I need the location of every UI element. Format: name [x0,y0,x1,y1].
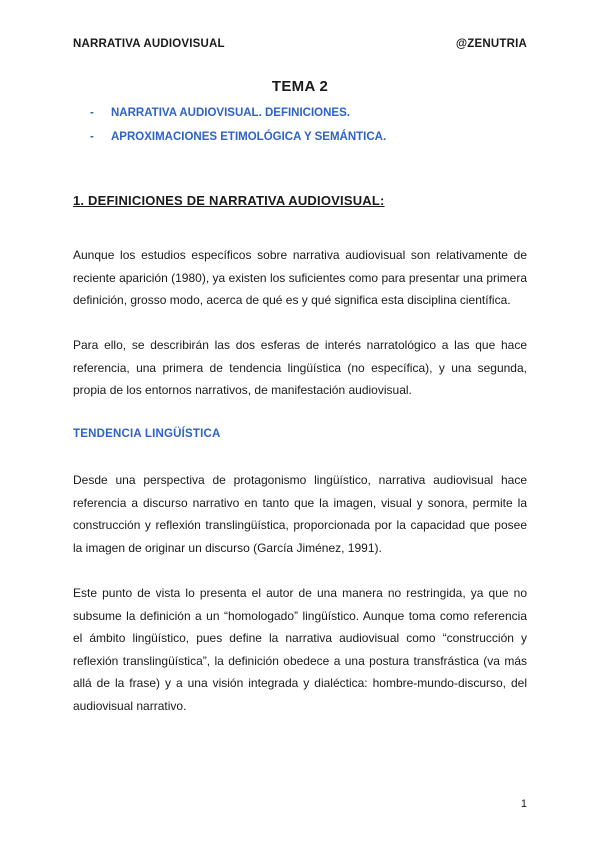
page-header [73,38,527,50]
list-item [90,125,386,149]
header-course-title: NARRATIVA AUDIOVISUAL [73,38,225,50]
list-bullet: - [90,131,94,143]
paragraph: Este punto de vista lo presenta el autor de una manera no restringida, ya que no subsume la definición a un “homologado” lingüístico. Aunque toma como referencia el ámbito lingüístico, pues define la narrativa audiovisual como “construcción y reflexión translingüística”, la definición obedece a una postura transfrástica (va más allá de la frase) y a una visión integrada y dialéctica: hombre-mundo-discurso, del audiovisual narrativo. [73,586,527,713]
paragraph: Para ello, se describirán las dos esferas de interés narratológico a las que hace referencia, una primera de tendencia lingüística (no específica), y una segunda, propia de los entornos narrativos, de manifestación audiovisual. [73,338,527,397]
list-item-label: NARRATIVA AUDIOVISUAL. DEFINICIONES. [111,107,350,119]
header-author-handle: @ZENUTRIA [455,38,527,50]
list-item [90,101,386,125]
list-bullet: - [90,107,94,119]
section-heading: 1. DEFINICIONES DE NARRATIVA AUDIOVISUAL: [73,193,385,208]
list-item-label: APROXIMACIONES ETIMOLÓGICA Y SEMÁNTICA. [111,131,387,143]
subsection-heading: TENDENCIA LINGÜÍSTICA [73,428,221,440]
topic-list [90,101,386,149]
document-title: TEMA 2 [271,78,329,95]
page-number: 1 [520,798,527,810]
paragraph: Aunque los estudios específicos sobre narrativa audiovisual son relativamente de reciente aparición (1980), ya existen los suficientes como para presentar una primera definición, grosso modo, acerca de qué es y qué significa esta disciplina científica. [73,248,527,307]
paragraph: Desde una perspectiva de protagonismo lingüístico, narrativa audiovisual hace referencia a discurso narrativo en tanto que la imagen, visual y sonora, permite la construcción y reflexión translingüística, proporcionada por la capacidad que posee la imagen de originar un discurso (García Jiménez, 1991). [73,473,527,555]
